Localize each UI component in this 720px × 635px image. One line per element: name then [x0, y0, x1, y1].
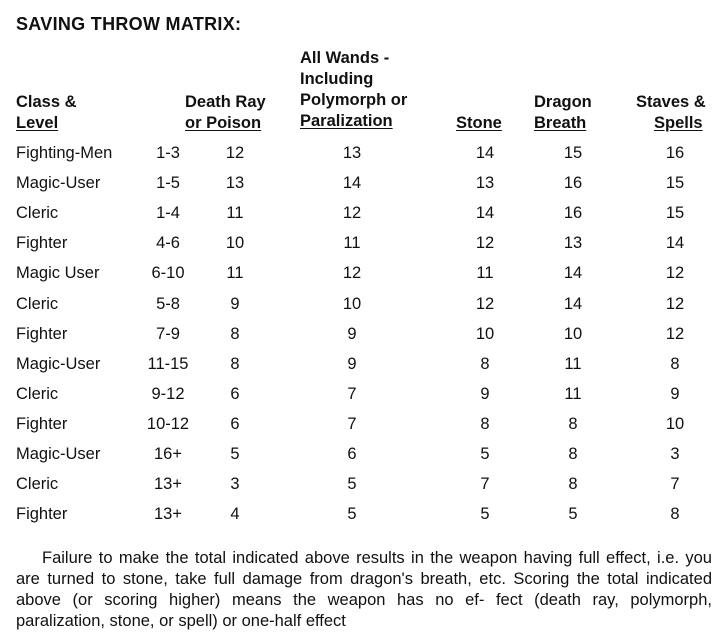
cell-staves-spells: 12 — [665, 294, 685, 313]
table-row — [0, 475, 720, 505]
cell-dragon-breath: 15 — [563, 144, 583, 162]
cell-class: Magic-User — [16, 445, 101, 463]
table-row — [0, 295, 720, 325]
cell-class: Fighter — [16, 324, 68, 343]
header-wands-line2: Including — [300, 70, 374, 88]
cell-staves-spells: 8 — [670, 354, 680, 373]
header-stone — [456, 113, 502, 134]
table-row — [0, 355, 720, 385]
table-row — [0, 264, 720, 294]
cell-class: Fighter — [16, 505, 68, 524]
cell-stone: 8 — [480, 414, 490, 433]
cell-death-ray: 8 — [230, 324, 240, 343]
cell-dragon-breath: 5 — [568, 505, 578, 524]
cell-dragon-breath: 10 — [563, 324, 583, 343]
cell-class: Cleric — [16, 294, 59, 313]
cell-wands: 5 — [347, 475, 357, 494]
cell-dragon-breath: 11 — [564, 384, 582, 403]
header-class-line2: Level — [16, 114, 59, 132]
cell-class: Magic-User — [16, 174, 101, 193]
cell-staves-spells: 15 — [665, 204, 685, 223]
cell-wands: 9 — [347, 324, 357, 343]
cell-death-ray: 11 — [226, 264, 244, 283]
cell-level: 4-6 — [156, 234, 180, 253]
header-staves-line1: Staves & — [636, 93, 706, 111]
cell-staves-spells: 7 — [670, 475, 680, 494]
header-wands-line4: Paralization — [300, 112, 393, 130]
cell-level: 1-4 — [156, 204, 180, 223]
cell-class: Cleric — [16, 384, 59, 403]
cell-staves-spells: 12 — [665, 324, 685, 343]
cell-death-ray: 5 — [230, 445, 240, 463]
cell-death-ray: 9 — [230, 294, 240, 313]
cell-level: 6-10 — [151, 264, 185, 283]
cell-death-ray: 8 — [230, 354, 240, 373]
cell-death-ray: 6 — [230, 414, 240, 433]
cell-class: Magic-User — [16, 354, 101, 373]
cell-staves-spells: 9 — [670, 384, 680, 403]
cell-wands: 7 — [347, 384, 357, 403]
page-title: SAVING THROW MATRIX: — [16, 14, 242, 34]
cell-death-ray: 6 — [230, 384, 240, 403]
cell-wands: 6 — [347, 445, 357, 463]
cell-stone: 8 — [480, 354, 490, 373]
cell-wands: 11 — [343, 234, 361, 253]
header-all-wands — [300, 48, 407, 132]
header-class-line1: Class & — [16, 93, 77, 111]
cell-wands: 5 — [347, 505, 357, 524]
header-dragon-breath — [534, 92, 592, 134]
table-row — [0, 385, 720, 415]
cell-staves-spells: 14 — [665, 234, 685, 253]
cell-dragon-breath: 8 — [568, 414, 578, 433]
cell-stone: 13 — [475, 174, 495, 193]
header-staves-line2: Spells — [654, 114, 703, 132]
cell-wands: 10 — [342, 294, 362, 313]
cell-class: Cleric — [16, 475, 59, 494]
cell-staves-spells: 12 — [665, 264, 685, 283]
header-staves-spells — [636, 92, 706, 134]
cell-class: Fighter — [16, 414, 68, 433]
cell-level: 7-9 — [156, 324, 180, 343]
table-row — [0, 174, 720, 204]
cell-death-ray: 11 — [226, 204, 244, 223]
cell-dragon-breath: 16 — [563, 204, 583, 223]
cell-wands: 14 — [342, 174, 362, 193]
cell-stone: 12 — [475, 294, 495, 313]
table-row — [0, 234, 720, 264]
header-dragon-line2: Breath — [534, 114, 587, 132]
table-row — [0, 144, 720, 174]
cell-stone: 5 — [480, 505, 490, 524]
cell-death-ray: 10 — [225, 234, 245, 253]
header-death-line1: Death Ray — [185, 93, 266, 111]
cell-dragon-breath: 14 — [563, 264, 583, 283]
table-row — [0, 325, 720, 355]
cell-staves-spells: 15 — [665, 174, 685, 193]
cell-death-ray: 3 — [230, 475, 240, 494]
cell-class: Fighting-Men — [16, 144, 113, 162]
cell-stone: 5 — [480, 445, 490, 463]
table-row — [0, 505, 720, 535]
cell-stone: 9 — [480, 384, 490, 403]
cell-level: 1-5 — [156, 174, 180, 193]
cell-class: Cleric — [16, 204, 59, 223]
cell-dragon-breath: 11 — [564, 354, 582, 373]
header-dragon-line1: Dragon — [534, 93, 592, 111]
cell-stone: 14 — [475, 204, 495, 223]
cell-level: 9-12 — [151, 384, 185, 403]
cell-level: 1-3 — [156, 144, 180, 162]
cell-dragon-breath: 14 — [563, 294, 583, 313]
cell-wands: 13 — [342, 144, 362, 162]
cell-level: 11-15 — [147, 354, 189, 373]
cell-dragon-breath: 8 — [568, 445, 578, 463]
cell-dragon-breath: 16 — [563, 174, 583, 193]
header-wands-line1: All Wands - — [300, 49, 390, 67]
header-wands-line3: Polymorph or — [300, 91, 408, 109]
cell-level: 13+ — [154, 475, 182, 494]
cell-staves-spells: 16 — [665, 144, 685, 162]
cell-staves-spells: 10 — [665, 414, 685, 433]
cell-death-ray: 4 — [230, 505, 240, 524]
cell-level: 5-8 — [156, 294, 180, 313]
cell-death-ray: 13 — [225, 174, 245, 193]
cell-stone: 7 — [480, 475, 490, 494]
cell-death-ray: 12 — [225, 144, 245, 162]
cell-dragon-breath: 13 — [563, 234, 583, 253]
cell-staves-spells: 8 — [670, 505, 680, 524]
cell-stone: 10 — [475, 324, 495, 343]
cell-wands: 9 — [347, 354, 357, 373]
cell-class: Fighter — [16, 234, 68, 253]
rules-paragraph: Failure to make the total indicated above results in the weapon having full effect, i.e. you are turned to stone, take full damage from dragon's breath, etc. Scoring the total indicated above (or scoring higher) means the weapon has no ef- fect (death ray, polymorph, paralization, stone, or spell) or one-half effect — [16, 549, 712, 630]
cell-level: 16+ — [154, 445, 182, 463]
cell-level: 13+ — [154, 505, 182, 524]
cell-wands: 12 — [342, 204, 362, 223]
cell-class: Magic User — [16, 264, 100, 283]
table-row — [0, 415, 720, 445]
cell-dragon-breath: 8 — [568, 475, 578, 494]
header-class-level — [16, 92, 77, 134]
cell-staves-spells: 3 — [670, 445, 680, 463]
cell-stone: 12 — [475, 234, 495, 253]
cell-wands: 7 — [347, 414, 357, 433]
cell-level: 10-12 — [146, 414, 190, 433]
cell-wands: 12 — [342, 264, 362, 283]
header-death-ray — [185, 92, 266, 134]
table-row — [0, 204, 720, 234]
header-death-line2: or Poison — [185, 114, 262, 132]
cell-stone: 14 — [475, 144, 495, 162]
header-stone-label: Stone — [456, 114, 502, 132]
table-row — [0, 445, 720, 475]
cell-stone: 11 — [476, 264, 494, 283]
